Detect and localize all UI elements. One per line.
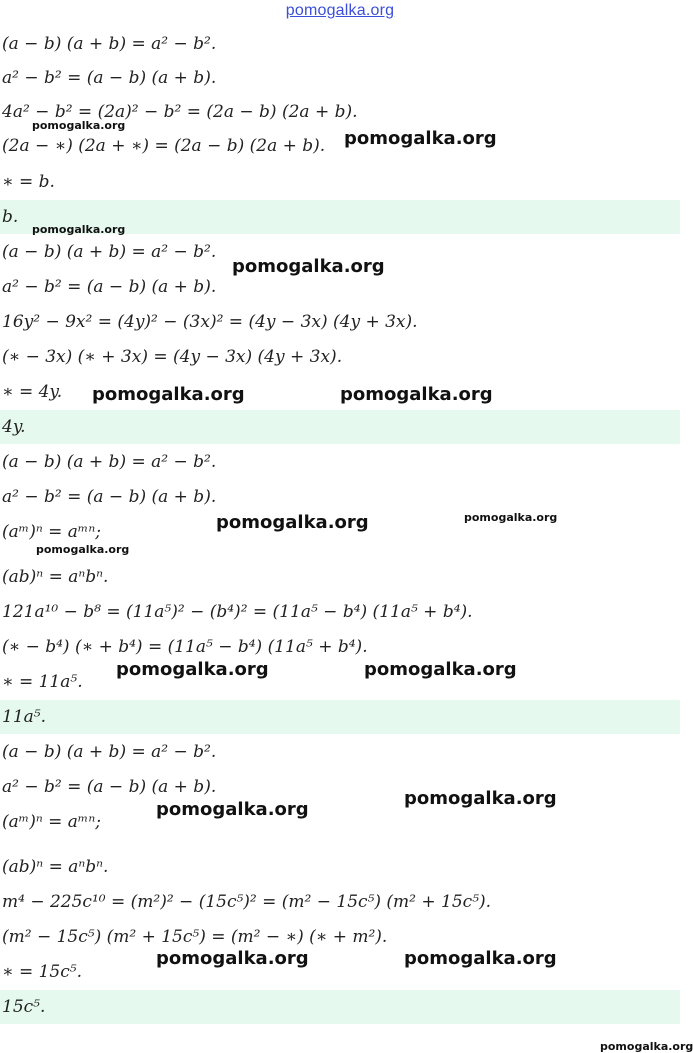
watermark: pomogalka.org: [364, 659, 517, 680]
math-line: (∗ − 3x) (∗ + 3x) = (4y − 3x) (4y + 3x).: [2, 347, 343, 367]
math-line: (a − b) (a + b) = a² − b².: [2, 742, 217, 762]
math-line: (2a − ∗) (2a + ∗) = (2a − b) (2a + b).: [2, 136, 326, 156]
math-line: 16y² − 9x² = (4y)² − (3x)² = (4y − 3x) (4y + 3x).: [2, 312, 418, 332]
watermark: pomogalka.org: [340, 384, 493, 405]
watermark: pomogalka.org: [464, 511, 558, 524]
answer-line: 15c⁵.: [0, 990, 680, 1024]
watermark: pomogalka.org: [216, 512, 369, 533]
math-line: (ab)ⁿ = aⁿbⁿ.: [2, 567, 109, 587]
watermark: pomogalka.org: [116, 659, 269, 680]
math-line: ∗ = b.: [2, 172, 55, 192]
math-line: (ab)ⁿ = aⁿbⁿ.: [2, 857, 109, 877]
math-line: (∗ − b⁴) (∗ + b⁴) = (11a⁵ − b⁴) (11a⁵ + b⁴).: [2, 637, 368, 657]
answer-line: 4y.: [0, 410, 680, 444]
math-line: (aᵐ)ⁿ = aᵐⁿ;: [2, 812, 101, 832]
math-line: a² − b² = (a − b) (a + b).: [2, 277, 217, 297]
math-line: ∗ = 15c⁵.: [2, 962, 82, 982]
watermark: pomogalka.org: [404, 788, 557, 809]
math-line: a² − b² = (a − b) (a + b).: [2, 68, 217, 88]
site-link[interactable]: pomogalka.org: [285, 2, 395, 19]
math-line: a² − b² = (a − b) (a + b).: [2, 777, 217, 797]
watermark: pomogalka.org: [32, 223, 126, 236]
math-line: (aᵐ)ⁿ = aᵐⁿ;: [2, 522, 101, 542]
math-line: (a − b) (a + b) = a² − b².: [2, 242, 217, 262]
watermark: pomogalka.org: [404, 948, 557, 969]
watermark: pomogalka.org: [232, 256, 385, 277]
watermark: pomogalka.org: [600, 1040, 693, 1053]
watermark: pomogalka.org: [36, 543, 130, 556]
math-line: m⁴ − 225c¹⁰ = (m²)² − (15c⁵)² = (m² − 15c⁵) (m² + 15c⁵).: [2, 892, 492, 912]
watermark: pomogalka.org: [156, 948, 309, 969]
watermark: pomogalka.org: [344, 128, 497, 149]
answer-line: b.: [0, 200, 680, 234]
watermark: pomogalka.org: [92, 384, 245, 405]
math-line: (m² − 15c⁵) (m² + 15c⁵) = (m² − ∗) (∗ + m²).: [2, 927, 388, 947]
math-line: 121a¹⁰ − b⁸ = (11a⁵)² − (b⁴)² = (11a⁵ − b⁴) (11a⁵ + b⁴).: [2, 602, 473, 622]
math-line: 4a² − b² = (2a)² − b² = (2a − b) (2a + b).: [2, 102, 358, 122]
math-line: (a − b) (a + b) = a² − b².: [2, 452, 217, 472]
math-line: a² − b² = (a − b) (a + b).: [2, 487, 217, 507]
math-line: ∗ = 11a⁵.: [2, 672, 83, 692]
math-line: ∗ = 4y.: [2, 382, 63, 402]
watermark: pomogalka.org: [32, 119, 126, 132]
answer-line: 11a⁵.: [0, 700, 680, 734]
math-line: (a − b) (a + b) = a² − b².: [2, 34, 217, 54]
watermark: pomogalka.org: [156, 799, 309, 820]
